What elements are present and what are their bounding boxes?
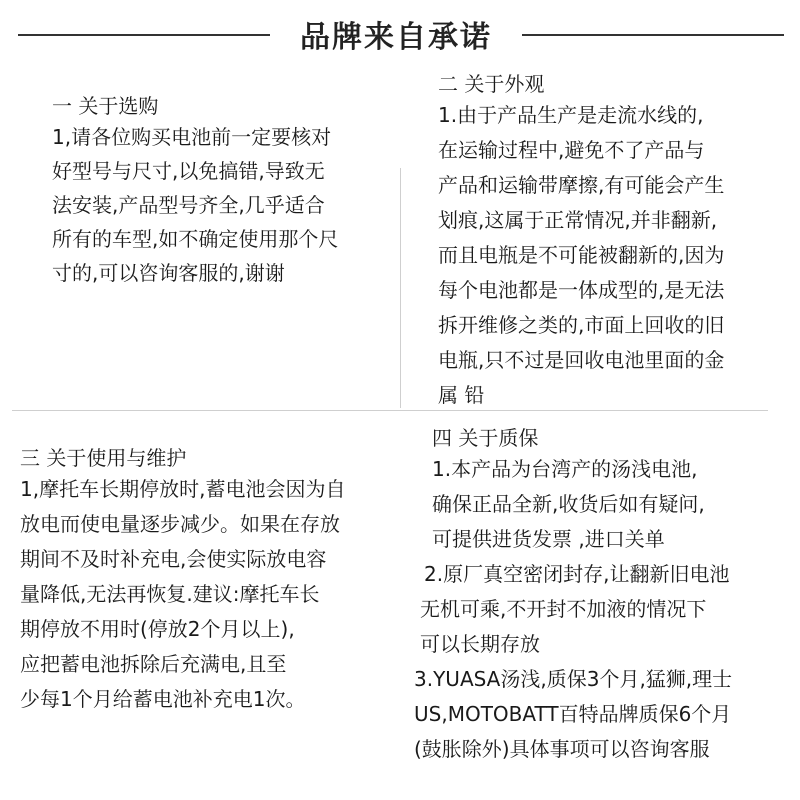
page-title: 品牌来自承诺 (300, 20, 492, 55)
section-line: 1.本产品为台湾产的汤浅电池, (432, 457, 698, 481)
section-line: 2.原厂真空密闭封存,让翻新旧电池 (424, 562, 730, 586)
vertical-divider (400, 168, 401, 408)
section-line: 属 铅 (438, 383, 485, 407)
section-line: 拆开维修之类的,市面上回收的旧 (438, 313, 725, 337)
section-line: 每个电池都是一体成型的,是无法 (438, 278, 725, 302)
section-line: 可提供进货发票 ,进口关单 (432, 527, 665, 551)
section-line: (鼓胀除外)具体事项可以咨询客服 (414, 737, 710, 761)
section-line: US,MOTOBATT百特品牌质保6个月 (414, 702, 732, 726)
section-title: 一 关于选购 (52, 94, 159, 118)
section-line: 电瓶,只不过是回收电池里面的金 (438, 348, 725, 372)
section-line: 少每1个月给蓄电池补充电1次。 (20, 687, 306, 711)
section-title: 三 关于使用与维护 (20, 446, 187, 470)
section-line: 所有的车型,如不确定使用那个尺 (52, 227, 339, 251)
section-line: 划痕,这属于正常情况,并非翻新, (438, 208, 718, 232)
section-line: 应把蓄电池拆除后充满电,且至 (20, 652, 287, 676)
section-line: 3.YUASA汤浅,质保3个月,猛狮,理士 (414, 667, 733, 691)
section-line: 1,请各位购买电池前一定要核对 (52, 125, 332, 149)
section-line: 期间不及时补充电,会使实际放电容 (20, 547, 327, 571)
section-title: 二 关于外观 (438, 72, 545, 96)
section-line: 期停放不用时(停放2个月以上), (20, 617, 295, 641)
title-rule-right (522, 34, 784, 36)
section-line: 确保正品全新,收货后如有疑问, (432, 492, 705, 516)
section-line: 可以长期存放 (420, 632, 540, 656)
section-purchase (52, 92, 338, 290)
section-line: 在运输过程中,避免不了产品与 (438, 138, 705, 162)
section-line: 放电而使电量逐步减少。如果在存放 (20, 512, 340, 536)
section-line: 法安装,产品型号齐全,几乎适合 (52, 193, 325, 217)
section-warranty (414, 424, 732, 767)
section-line: 好型号与尺寸,以免搞错,导致无 (52, 159, 325, 183)
section-line: 1.由于产品生产是走流水线的, (438, 103, 704, 127)
section-line: 而且电瓶是不可能被翻新的,因为 (438, 243, 725, 267)
section-line: 量降低,无法再恢复.建议:摩托车长 (20, 582, 320, 606)
section-line: 1,摩托车长期停放时,蓄电池会因为自 (20, 477, 346, 501)
section-line: 寸的,可以咨询客服的,谢谢 (52, 261, 285, 285)
section-line: 产品和运输带摩擦,有可能会产生 (438, 173, 725, 197)
section-appearance (438, 70, 724, 413)
section-line: 无机可乘,不开封不加液的情况下 (420, 597, 707, 621)
title-rule-left (18, 34, 270, 36)
section-usage-maintenance (20, 444, 345, 717)
section-title: 四 关于质保 (432, 426, 539, 450)
